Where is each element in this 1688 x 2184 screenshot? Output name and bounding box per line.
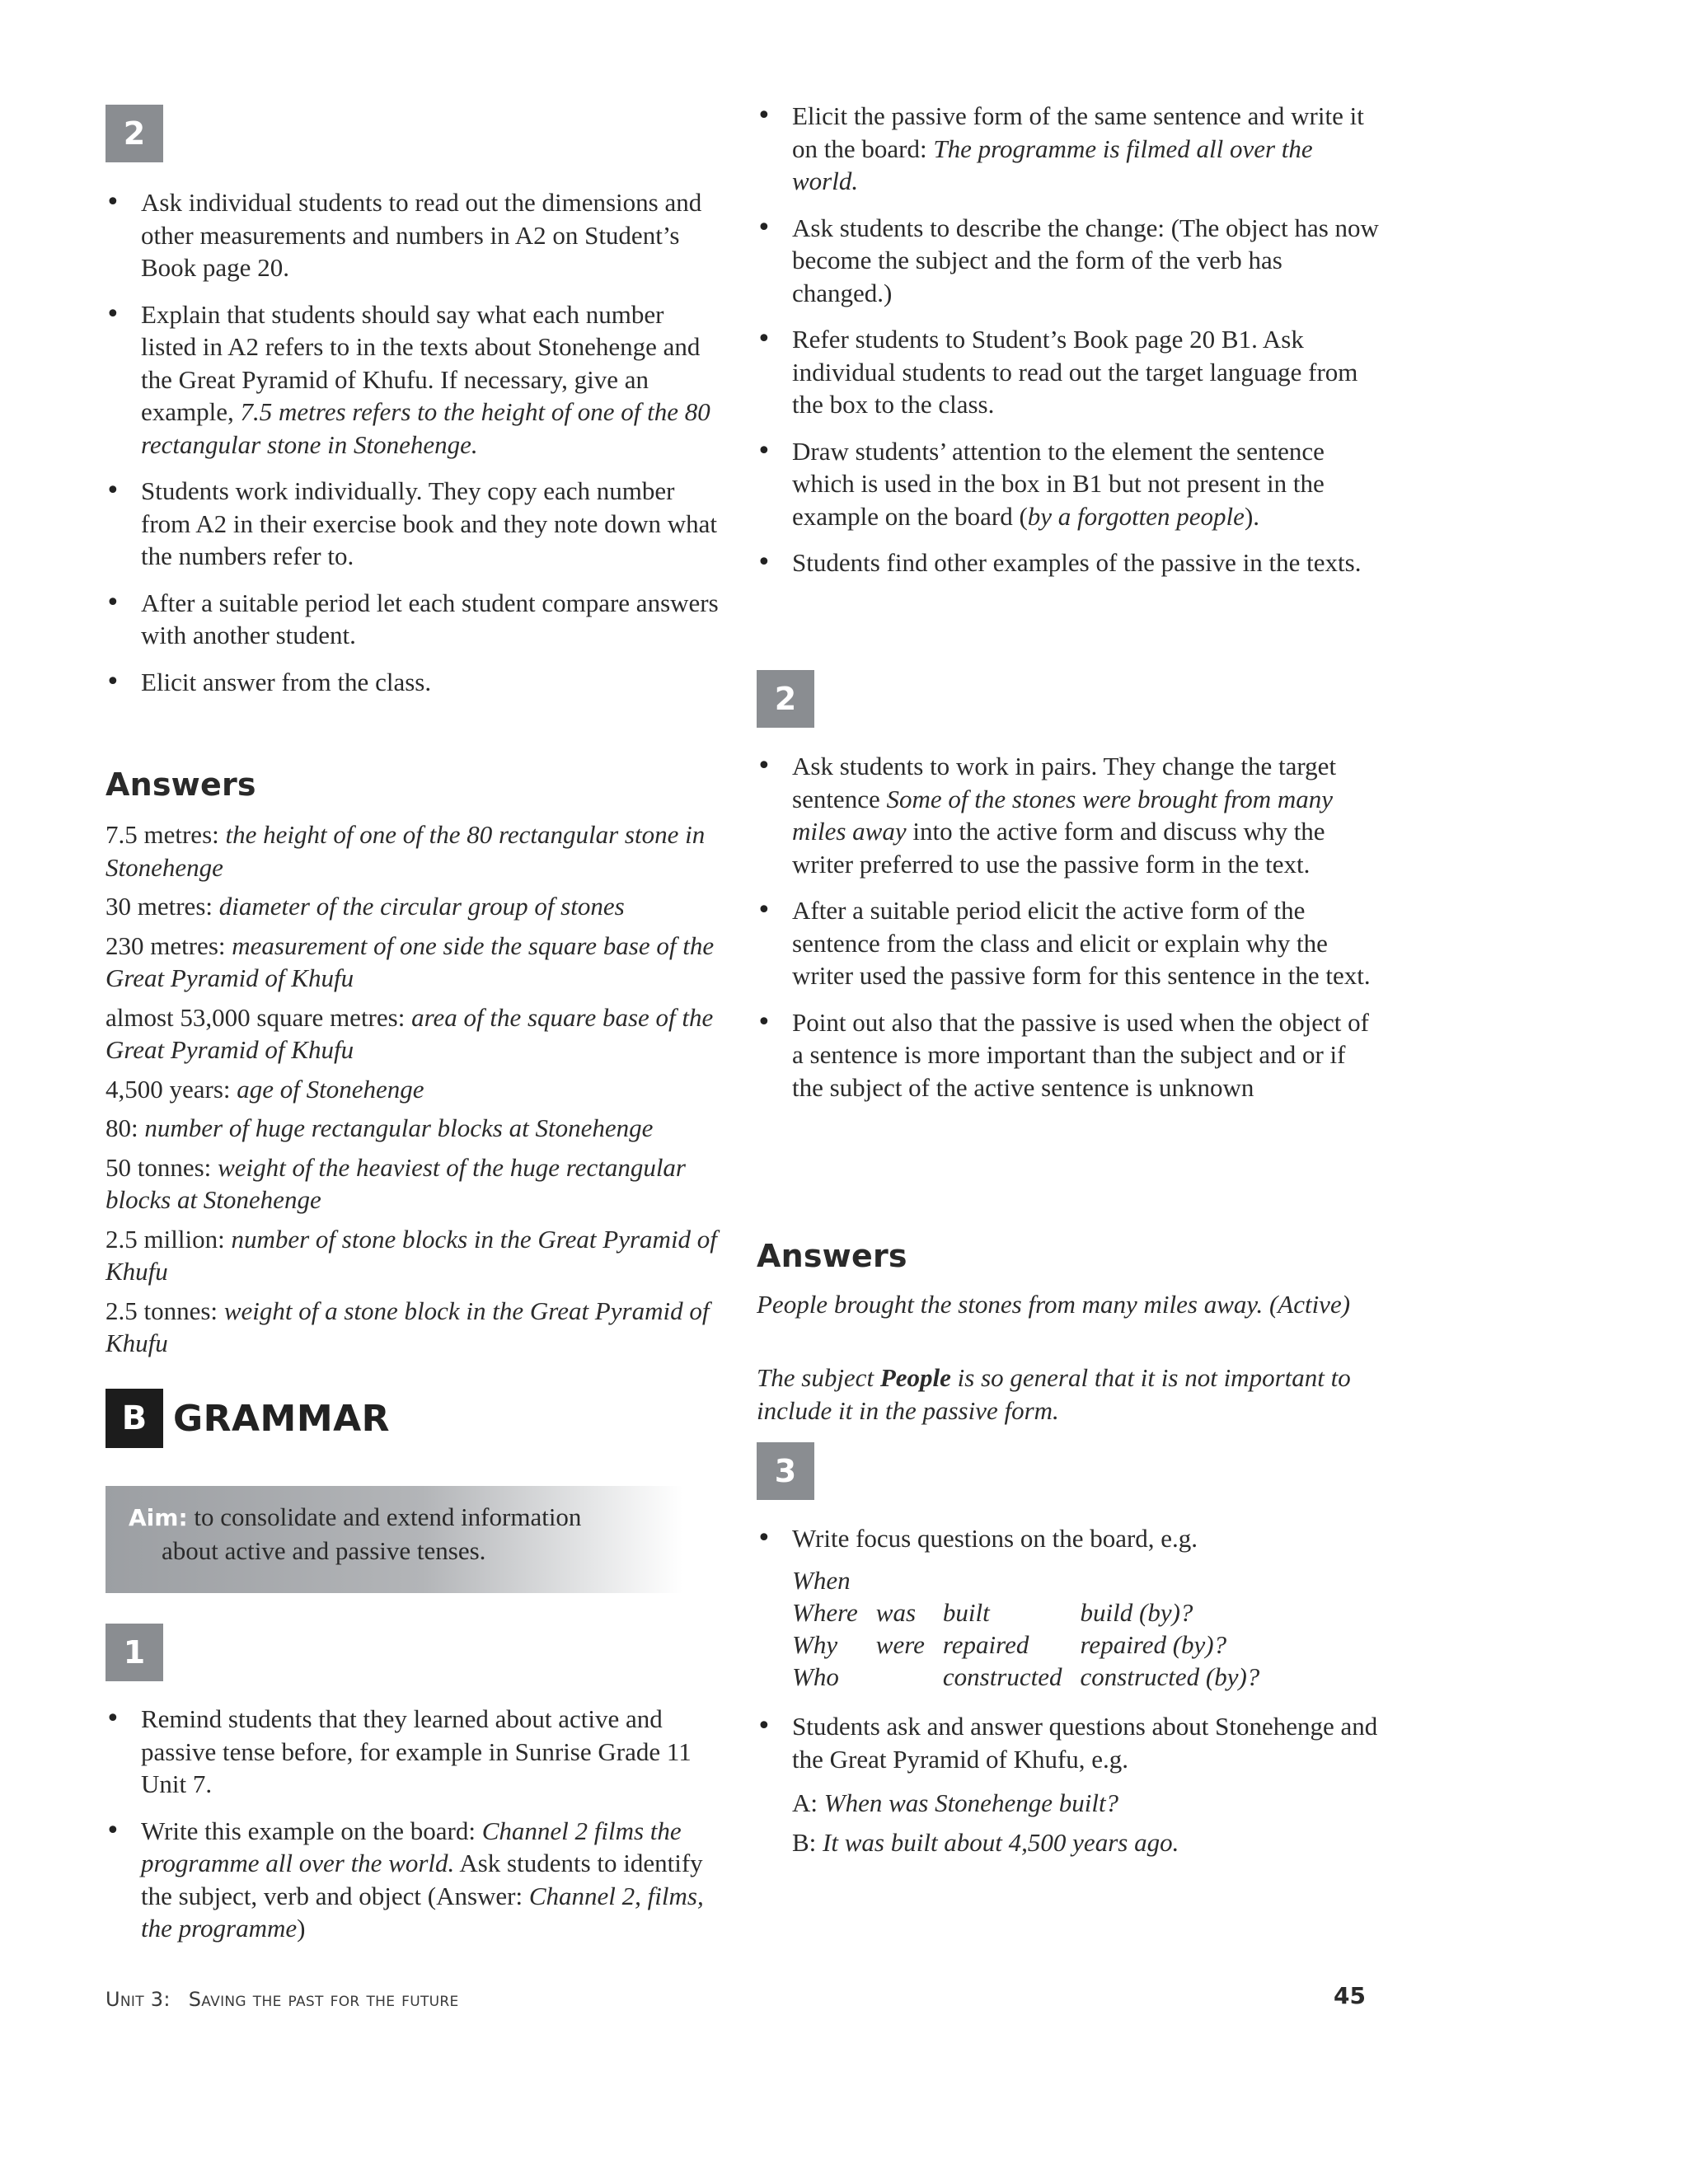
answers-list bbox=[106, 818, 724, 1366]
bullet-item: • Elicit answer from the class. bbox=[106, 666, 724, 699]
bullet-item: • After a suitable period let each student compare answers with another student. bbox=[106, 587, 724, 652]
footer-unit: Unit 3: bbox=[106, 1988, 171, 2011]
aim-label: Aim: bbox=[129, 1504, 188, 1531]
page-number: 45 bbox=[1334, 1982, 1366, 2009]
dialogue-line: A: When was Stonehenge built? bbox=[792, 1788, 1119, 1817]
answer-emphasis: People bbox=[879, 1363, 951, 1392]
footer-title: Saving the past for the future bbox=[188, 1988, 459, 2011]
answer-item: almost 53,000 square metres: area of the square base of the Great Pyramid of Khufu bbox=[106, 1002, 714, 1064]
focus-questions-table bbox=[792, 1564, 1278, 1693]
answer-item: 7.5 metres: the height of one of the 80 rectangular stone in Stonehenge bbox=[106, 820, 706, 882]
bullet-item: • Students find other examples of the passive in the texts. bbox=[757, 546, 1383, 579]
task-3-number: 3 bbox=[757, 1442, 814, 1500]
dialogue-line: B: It was built about 4,500 years ago. bbox=[792, 1828, 1179, 1857]
answer-item: 4,500 years: age of Stonehenge bbox=[106, 1074, 424, 1104]
answer-item: 230 metres: measurement of one side the square base of the Great Pyramid of Khufu bbox=[106, 930, 715, 992]
bullet-item: • Remind students that they learned about active and passive tense before, for example in Sunrise Grade 11 Unit 7. bbox=[106, 1703, 724, 1801]
task-3-bullet-2 bbox=[757, 1710, 1383, 1789]
bullet-item: • Refer students to Student’s Book page 20 B1. Ask individual students to read out the target language from the box to the class. bbox=[757, 323, 1383, 421]
right-task-2-number: 2 bbox=[757, 670, 814, 728]
focus-row: When bbox=[792, 1566, 851, 1595]
bullet-item: • Draw students’ attention to the element the sentence which is used in the box in B1 but not present in the example on the board (by a forgotten people). bbox=[757, 435, 1383, 533]
task-3-bullet-1 bbox=[757, 1522, 1383, 1569]
focus-row: Where was built build (by)? bbox=[792, 1598, 1193, 1627]
aim-text-line2: about active and passive tenses. bbox=[162, 1535, 486, 1565]
bullet-item: • Write focus questions on the board, e.g. bbox=[757, 1522, 1383, 1555]
answer-item: 2.5 tonnes: weight of a stone block in the Great Pyramid of Khufu bbox=[106, 1296, 710, 1357]
bullet-item: • Ask students to work in pairs. They change the target sentence Some of the stones were brought from many miles away into the active form and discuss why the writer preferred to use the passive form in the text. bbox=[757, 750, 1383, 880]
bullet-item: • Students work individually. They copy each number from A2 in their exercise book and they note down what the numbers refer to. bbox=[106, 475, 724, 573]
footer-unit-title bbox=[106, 1988, 459, 2011]
right-answer-1: People brought the stones from many miles away. (Active) bbox=[757, 1290, 1351, 1319]
right-answers-heading: Answers bbox=[757, 1238, 907, 1274]
bullet-item: • Students ask and answer questions about Stonehenge and the Great Pyramid of Khufu, e.g. bbox=[757, 1710, 1383, 1775]
task-2-number: 2 bbox=[106, 105, 163, 162]
example-dialogue bbox=[792, 1787, 1179, 1866]
answer-item: 30 metres: diameter of the circular group of stones bbox=[106, 892, 625, 921]
bullet-item: • After a suitable period elicit the active form of the sentence from the class and elicit or explain why the writer used the passive form for this sentence in the text. bbox=[757, 894, 1383, 992]
answer-item: 50 tonnes: weight of the heaviest of the huge rectangular blocks at Stonehenge bbox=[106, 1152, 686, 1214]
bullet-item: • Ask individual students to read out the dimensions and other measurements and numbers in A2 on Student’s Book page 20. bbox=[106, 186, 724, 284]
section-b-heading bbox=[106, 1389, 390, 1448]
task-1-bullet-list bbox=[106, 1703, 724, 1959]
section-title: GRAMMAR bbox=[173, 1397, 391, 1440]
bullet-item: • Write this example on the board: Channel 2 films the programme all over the world. Ask students to identify the subject, verb and object (Answer: Channel 2, films, the programme) bbox=[106, 1815, 724, 1945]
focus-row: Who constructed constructed (by)? bbox=[792, 1662, 1260, 1691]
bullet-item: • Explain that students should say what each number listed in A2 refers to in the texts about Stonehenge and the Great Pyramid of Khufu. If necessary, give an example, 7.5 metres refers to the height of one of the 80 rectangular stone in Stonehenge. bbox=[106, 298, 724, 462]
aim-text-line1: to consolidate and extend information bbox=[187, 1502, 582, 1531]
task-2-bullet-list bbox=[106, 186, 724, 712]
focus-row: Why were repaired repaired (by)? bbox=[792, 1630, 1227, 1659]
task-1-number: 1 bbox=[106, 1624, 163, 1681]
right-answer-2: The subject People is so general that it is not important to include it in the passive form. bbox=[757, 1363, 1351, 1425]
bullet-item: • Point out also that the passive is used when the object of a sentence is more important than the subject and or if the subject of the active sentence is unknown bbox=[757, 1006, 1383, 1104]
passive-bullet-list bbox=[757, 100, 1383, 593]
answer-item: 80: number of huge rectangular blocks at Stonehenge bbox=[106, 1113, 654, 1142]
answers-heading: Answers bbox=[106, 766, 256, 803]
bullet-item: • Ask students to describe the change: (The object has now become the subject and the form of the verb has changed.) bbox=[757, 212, 1383, 310]
right-task-2-bullet-list bbox=[757, 750, 1383, 1118]
aim-box bbox=[106, 1486, 682, 1593]
bullet-item: • Elicit the passive form of the same sentence and write it on the board: The programme is filmed all over the world. bbox=[757, 100, 1383, 198]
section-letter-badge: B bbox=[106, 1389, 163, 1448]
answer-item: 2.5 million: number of stone blocks in the Great Pyramid of Khufu bbox=[106, 1224, 717, 1286]
